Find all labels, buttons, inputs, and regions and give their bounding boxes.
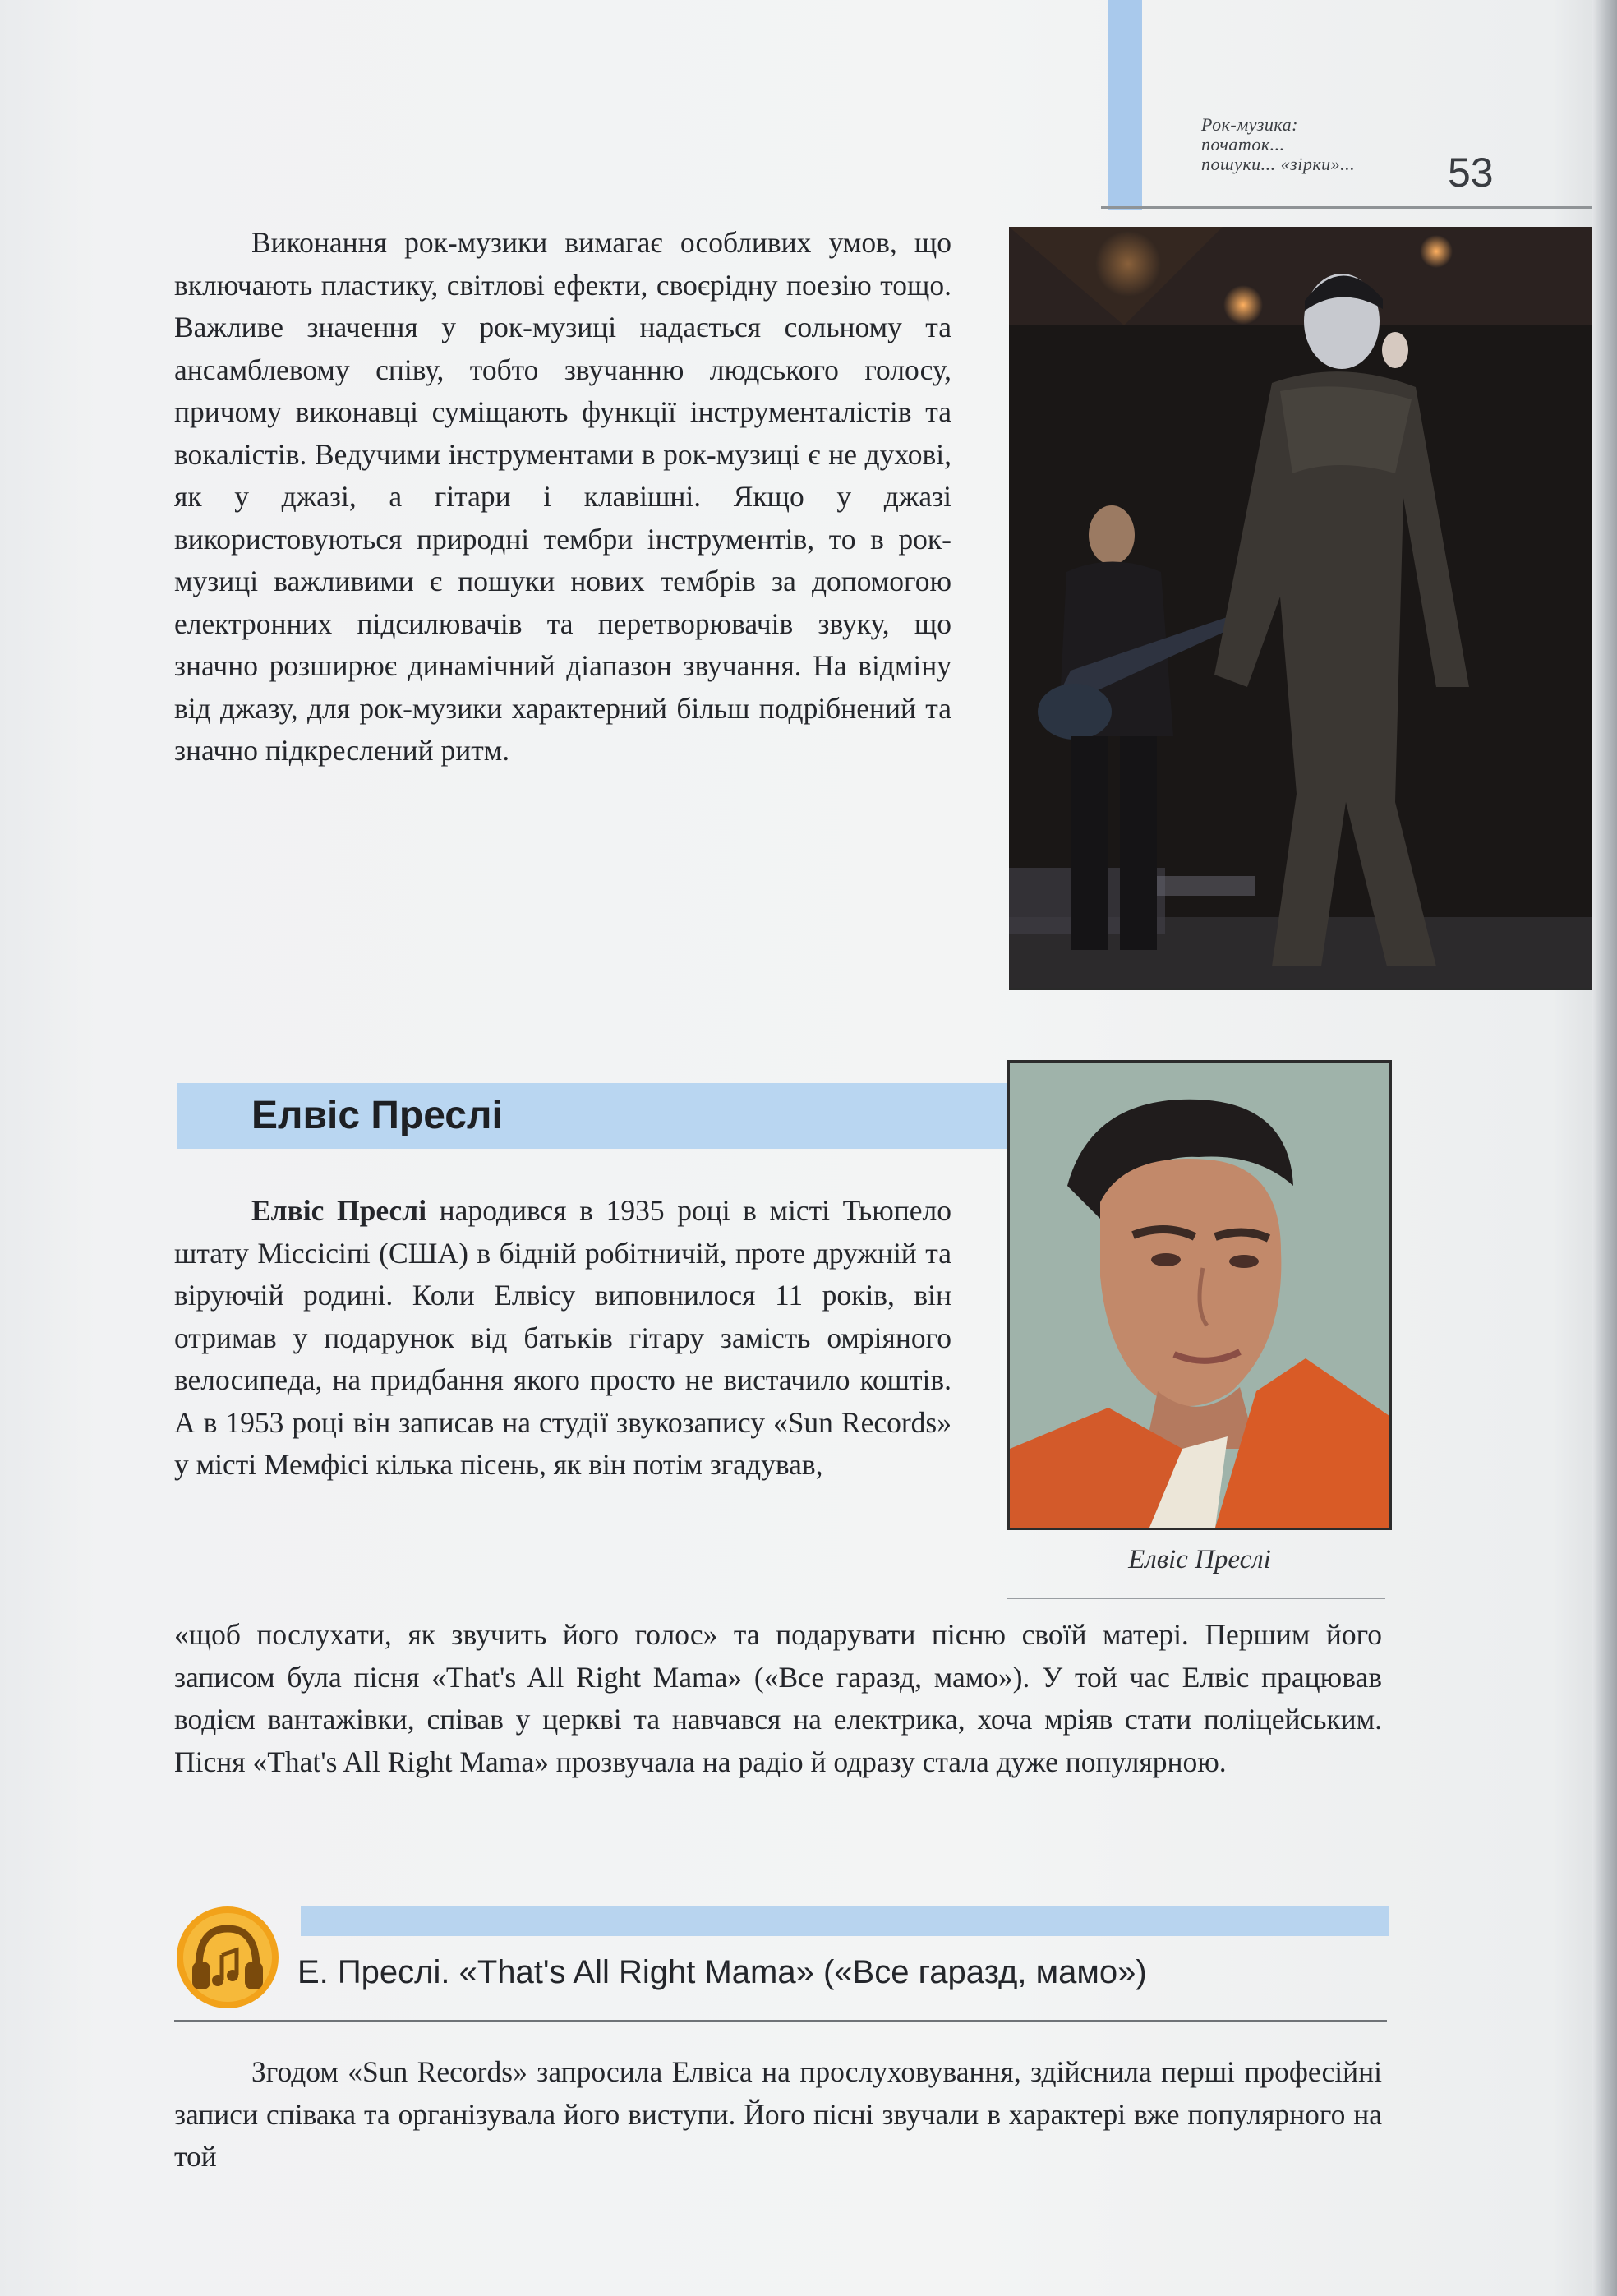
running-head-line-2: початок... [1201,134,1285,154]
running-head-line-3: пошуки... «зірки»... [1201,154,1356,174]
book-spine-edge [1592,0,1617,2296]
concert-photo [1009,227,1594,990]
running-head [1201,115,1448,174]
page-number: 53 [1448,150,1494,196]
paragraph-rock-performance: Виконання рок-музики вимагає особливих умов, що включають пластику, світлові ефекти, своєрідну поезію тощо. Важливе значення у рок-музиці надається сольному та ансамблевому співу, тобто звучанню людського голосу, причому виконавці суміщають функції інструменталістів та вокалістів. Ведучими інструментами в рок-музиці є не духові, як у джазі, а гітари і клавішні. Якщо у джазі використовуються природні тембри інструментів, то в рок-музиці важливими є пошуки нових тембрів за допомогою електронних підсилювачів та перетворювачів звуку, що значно розширює динамічний діапазон звучання. На відміну від джазу, для рок-музики характерний більш подрібнений та значно підкреслений ритм. [174,226,951,767]
portrait-illustration [1010,1063,1389,1528]
headphones-icon [174,1904,281,2011]
elvis-portrait [1007,1060,1392,1530]
chapter-tab-bar [1108,0,1142,210]
bio-text-part1: народився в 1935 році в місті Тьюпело штату Міссісіпі (США) в бідній робітничій, проте дружній та віруючій родині. Коли Елвісу виповнилося 11 років, він отримав у подарунок від батьків гітару замість омріяного велосипеда, на придбання якого просто не вистачило коштів. А в 1953 році він записав на студії звукозапису «Sun Records» у місті Мемфісі кілька пісень, як він потім згадував, [174,1194,951,1481]
listening-band [301,1906,1389,1936]
paragraph-sun-records: Згодом «Sun Records» запросила Елвіса на прослуховування, здійснила перші професійні записи співака та організувала його виступи. Його пісні звучали в характері вже популярного на той [174,2055,1382,2173]
listening-divider [174,2020,1387,2022]
paragraph-elvis-bio-part1 [174,1190,951,1487]
bio-lead-name: Елвіс Преслі [251,1194,427,1227]
running-head-line-1: Рок-музика: [1201,114,1298,135]
caption-divider [1007,1598,1385,1599]
concert-illustration [1009,227,1594,988]
photo-caption: Елвіс Преслі [1128,1545,1271,1574]
listening-track: Е. Преслі. «That's All Right Mama» («Все гаразд, мамо») [297,1954,1147,1990]
paragraph-elvis-bio-part2: «щоб послухати, як звучить його голос» та подарувати пісню своїй матері. Першим його записом була пісня «That's All Right Mama» («Все гаразд, мамо»). У той час Елвіс працював водієм вантажівки, співав у церкві та навчався на електрика, хоча мріяв стати поліцейським. Пісня «That's All Right Mama» прозвучала на радіо й одразу стала дуже популярною. [174,1618,1382,1778]
section-title: Елвіс Преслі [251,1094,503,1137]
header-divider [1101,206,1594,209]
